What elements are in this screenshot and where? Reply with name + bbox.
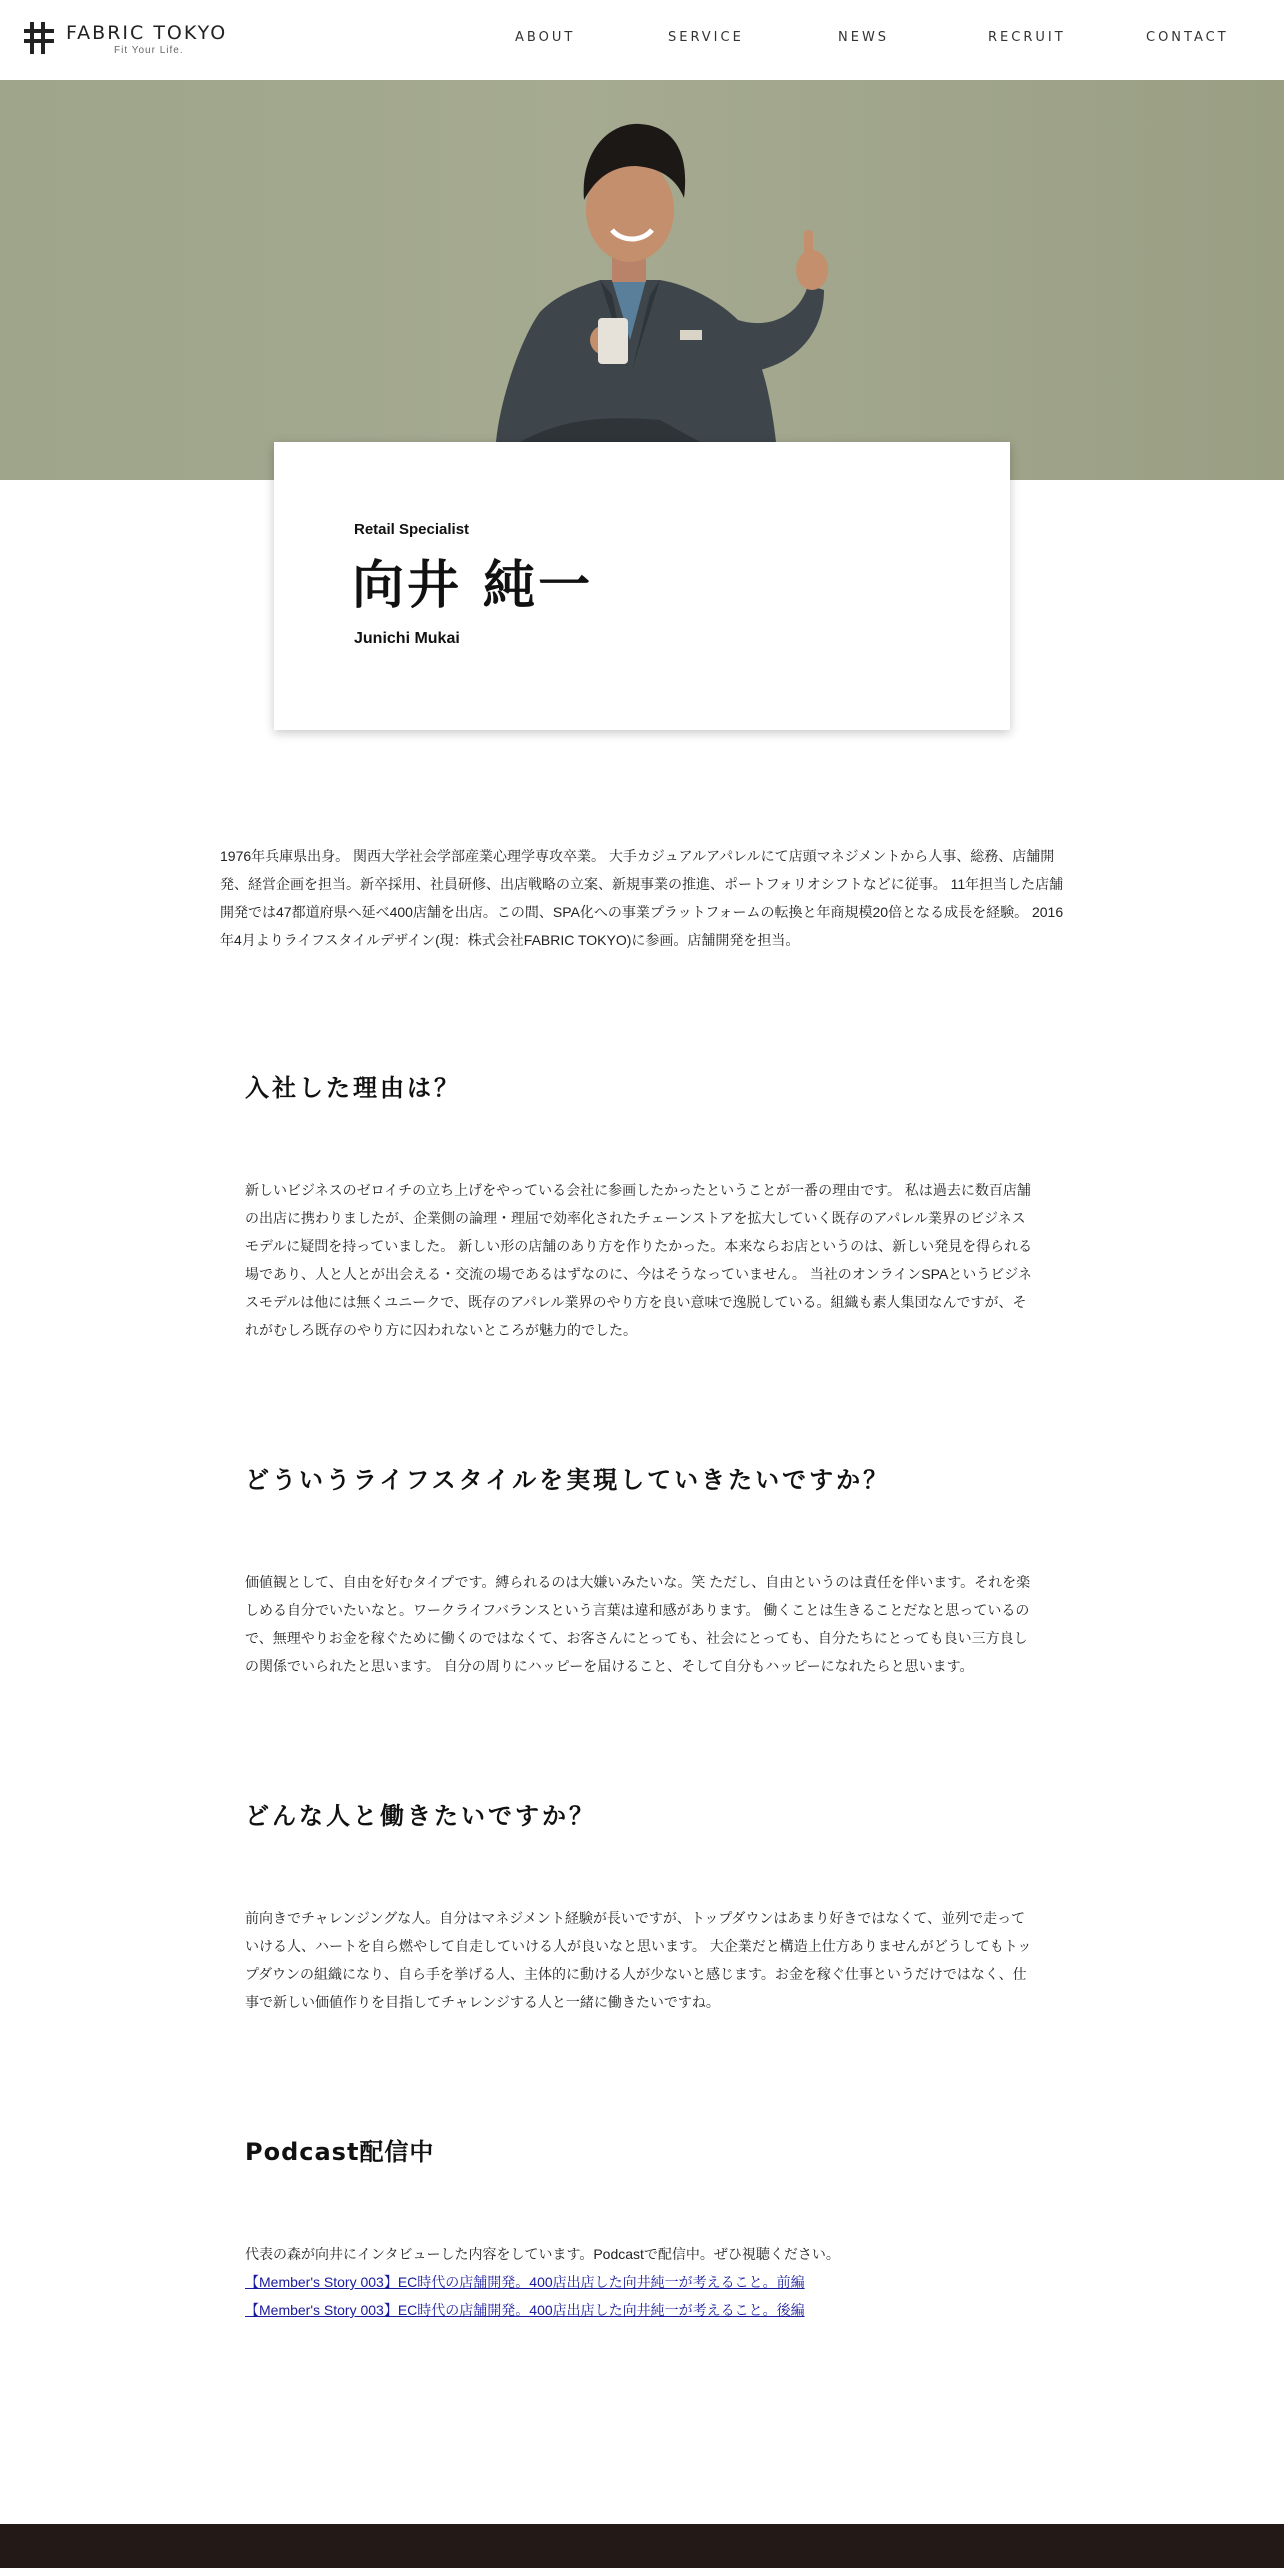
nav-service[interactable]: SERVICE [668,30,744,45]
nav-recruit[interactable]: RECRUIT [988,30,1066,45]
section-title-teammates: どんな人と働きたいですか？ [245,1802,596,1830]
profile-card [274,442,1010,730]
podcast-lead: 代表の森が向井にインタビューした内容をしています。Podcastで配信中。ぜひ視聴ください。 [245,2246,840,2262]
podcast-block [245,2240,1035,2324]
podcast-link-part1[interactable]: 【Member's Story 003】EC時代の店舗開発。400店出店した向井純一が考えること。前編 [245,2274,805,2290]
section-body-lifestyle: 価値観として、自由を好むタイプです。縛られるのは大嫌いみたいな。笑 ただし、自由というのは責任を伴います。それを楽しめる自分でいたいなと。ワークライフバランスという言葉は違和感があります。 働くことは生きることだなと思っているので、無理やりお金を稼ぐために働くのではなくて、お客さんにとっても、社会にとっても、自分たちにとっても良い三方良しの関係でいられたと思います。 自分の周りにハッピーを届けること、そして自分もハッピーになれたらと思います。 [245,1574,1031,1674]
profile-name-ja: 向井 純一 [352,556,594,616]
main-nav [0,30,1284,50]
nav-contact[interactable]: CONTACT [1146,30,1229,45]
section-body-reason: 新しいビジネスのゼロイチの立ち上げをやっている会社に参画したかったということが一番の理由です。 私は過去に数百店舗の出店に携わりましたが、企業側の論理・理屈で効率化されたチェーンストアを拡大していく既存のアパレル業界のビジネスモデルに疑問を持っていました。 新しい形の店舗のあり方を作りたかった。本来ならお店というのは、新しい発見を得られる場であり、人と人とが出会える・交流の場であるはずなのに、今はそうなっていません。 当社のオンラインSPAというビジネスモデルは他には無くユニークで、既存のアパレル業界のやり方を良い意味で逸脱している。組織も素人集団なんですが、それがむしろ既存のやり方に囚われないところが魅力的でした。 [245,1182,1033,1338]
podcast-link-part2[interactable]: 【Member's Story 003】EC時代の店舗開発。400店出店した向井純一が考えること。後編 [245,2302,805,2318]
profile-name-en: Junichi Mukai [354,630,460,647]
brand-tagline: Fit Your Life. [114,45,184,56]
section-title-lifestyle: どういうライフスタイルを実現していきたいですか？ [245,1466,891,1494]
hero-photo [0,80,1284,480]
portrait-illustration [0,80,1284,480]
section-body-teammates: 前向きでチャレンジングな人。自分はマネジメント経験が長いですが、トップダウンはあまり好きではなくて、並列で走っていける人、ハートを自ら燃やして自走していける人が良いなと思います。 大企業だと構造上仕方ありませんがどうしてもトップダウンの組織になり、自ら手を挙げる人、主体的に動ける人が少ないと感じます。お金を稼ぐ仕事というだけではなく、仕事で新しい価値作りを目指してチャレンジする人と一緒に働きたいですね。 [245,1910,1032,2010]
brand-name: FABRIC TOKYO [66,22,228,44]
site-header [0,0,1284,80]
podcast-title: Podcast配信中 [245,2138,435,2166]
profile-intro: 1976年兵庫県出身。 関西大学社会学部産業心理学専攻卒業。 大手カジュアルアパレルにて店頭マネジメントから人事、総務、店舗開発、経営企画を担当。新卒採用、社員研修、出店戦略の立案、新規事業の推進、ポートフォリオシフトなどに従事。 11年担当した店舗開発では47都道府県へ延べ400店舗を出店。この間、SPA化への事業プラットフォームの転換と年商規模20倍となる成長を経験。 2016年4月よりライフスタイルデザイン(現：株式会社FABRIC TOKYO)に参画。店舗開発を担当。 [220,848,1064,948]
section-title-reason: 入社した理由は？ [245,1074,461,1102]
site-footer [0,2524,1284,2568]
nav-news[interactable]: NEWS [838,30,890,45]
nav-about[interactable]: ABOUT [515,30,576,45]
profile-role: Retail Specialist [354,521,470,538]
